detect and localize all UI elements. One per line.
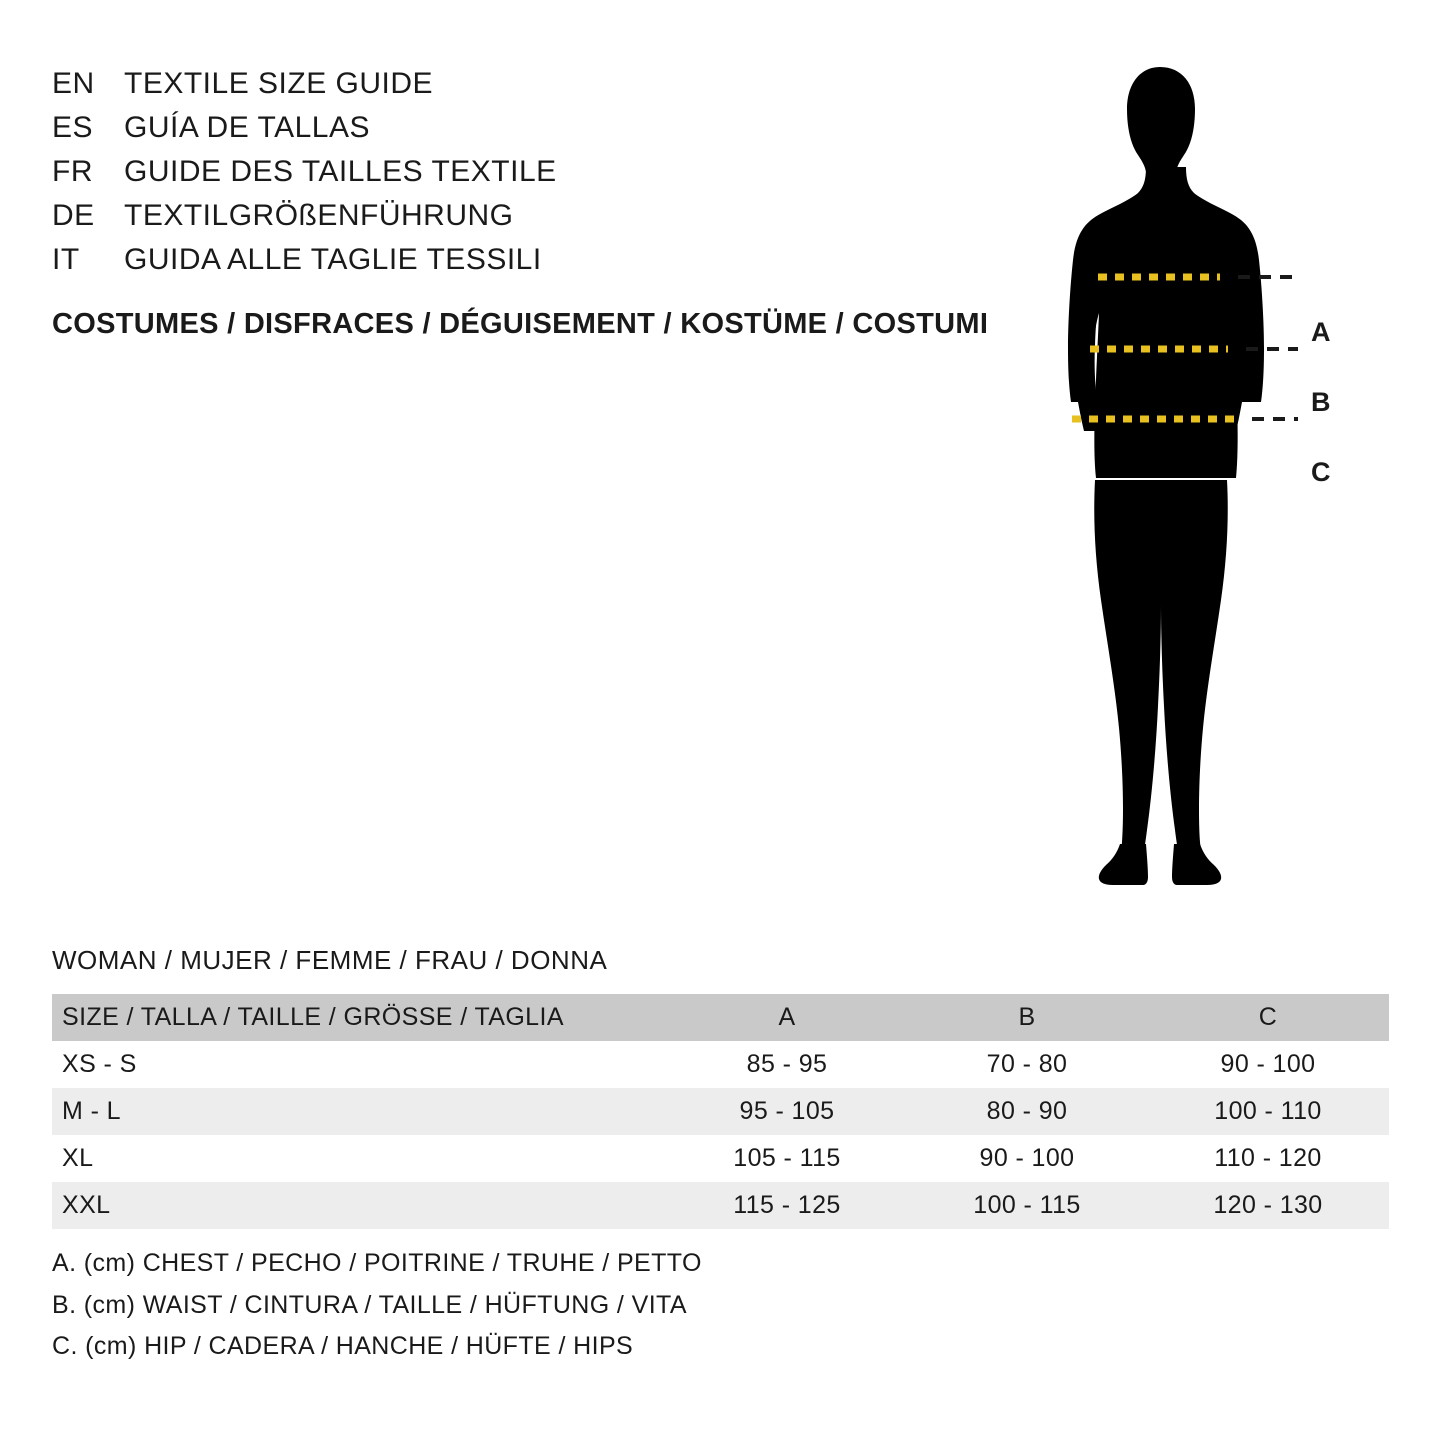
- cell-a: 105 - 115: [667, 1135, 907, 1182]
- cell-b: 100 - 115: [907, 1182, 1147, 1229]
- column-header-size: SIZE / TALLA / TAILLE / GRÖSSE / TAGLIA: [52, 994, 667, 1041]
- size-guide-header: [52, 62, 1012, 341]
- table-body: [52, 1041, 1389, 1229]
- language-row-es: [52, 106, 1012, 150]
- column-header-b: B: [907, 994, 1147, 1041]
- woman-silhouette-icon: [1020, 55, 1400, 905]
- language-code: EN: [52, 67, 95, 100]
- language-row-fr: [52, 150, 1012, 194]
- measurement-figure: [1020, 55, 1400, 905]
- cell-size: XXL: [52, 1182, 667, 1229]
- category-line: COSTUMES / DISFRACES / DÉGUISEMENT / KOSTÜME / COSTUMI: [52, 308, 989, 341]
- table-row: [52, 1088, 1389, 1135]
- cell-b: 80 - 90: [907, 1088, 1147, 1135]
- cell-b: 70 - 80: [907, 1041, 1147, 1088]
- legend-line-c: C. (cm) HIP / CADERA / HANCHE / HÜFTE / HIPS: [52, 1332, 634, 1360]
- legend-line-b: B. (cm) WAIST / CINTURA / TAILLE / HÜFTUNG / VITA: [52, 1290, 687, 1319]
- table-row: [52, 1041, 1389, 1088]
- cell-size: XL: [52, 1135, 667, 1182]
- table-row: [52, 1182, 1389, 1229]
- language-row-it: [52, 238, 1012, 282]
- language-title: GUIDA ALLE TAGLIE TESSILI: [124, 243, 542, 277]
- table-header: [52, 994, 1389, 1041]
- table-title: WOMAN / MUJER / FEMME / FRAU / DONNA: [52, 945, 608, 975]
- language-row-en: [52, 62, 1012, 106]
- size-table-section: [52, 945, 1392, 1229]
- column-header-c: C: [1147, 994, 1389, 1041]
- language-code: DE: [52, 199, 95, 233]
- language-code: FR: [52, 155, 93, 189]
- language-title: TEXTILE SIZE GUIDE: [124, 67, 434, 100]
- cell-size: XS - S: [52, 1041, 667, 1088]
- language-title: TEXTILGRÖßENFÜHRUNG: [124, 199, 514, 233]
- column-header-a: A: [667, 994, 907, 1041]
- measure-label-a: A: [1311, 317, 1331, 347]
- language-title: GUÍA DE TALLAS: [124, 111, 370, 145]
- language-code: ES: [52, 111, 94, 145]
- cell-c: 100 - 110: [1147, 1088, 1389, 1135]
- cell-c: 90 - 100: [1147, 1041, 1389, 1088]
- language-row-de: [52, 194, 1012, 238]
- table-row: [52, 1135, 1389, 1182]
- size-table: [52, 994, 1389, 1229]
- measure-label-c: C: [1311, 457, 1331, 487]
- cell-size: M - L: [52, 1088, 667, 1135]
- cell-a: 115 - 125: [667, 1182, 907, 1229]
- measure-label-b: B: [1311, 387, 1331, 417]
- language-title: GUIDE DES TAILLES TEXTILE: [124, 155, 557, 189]
- cell-a: 95 - 105: [667, 1088, 907, 1135]
- cell-a: 85 - 95: [667, 1041, 907, 1088]
- legend-line-a: A. (cm) CHEST / PECHO / POITRINE / TRUHE / PETTO: [52, 1249, 702, 1277]
- measurement-legend: [52, 1243, 952, 1368]
- language-code: IT: [52, 243, 80, 277]
- cell-b: 90 - 100: [907, 1135, 1147, 1182]
- cell-c: 120 - 130: [1147, 1182, 1389, 1229]
- cell-c: 110 - 120: [1147, 1135, 1389, 1182]
- table-header-row: [52, 994, 1389, 1041]
